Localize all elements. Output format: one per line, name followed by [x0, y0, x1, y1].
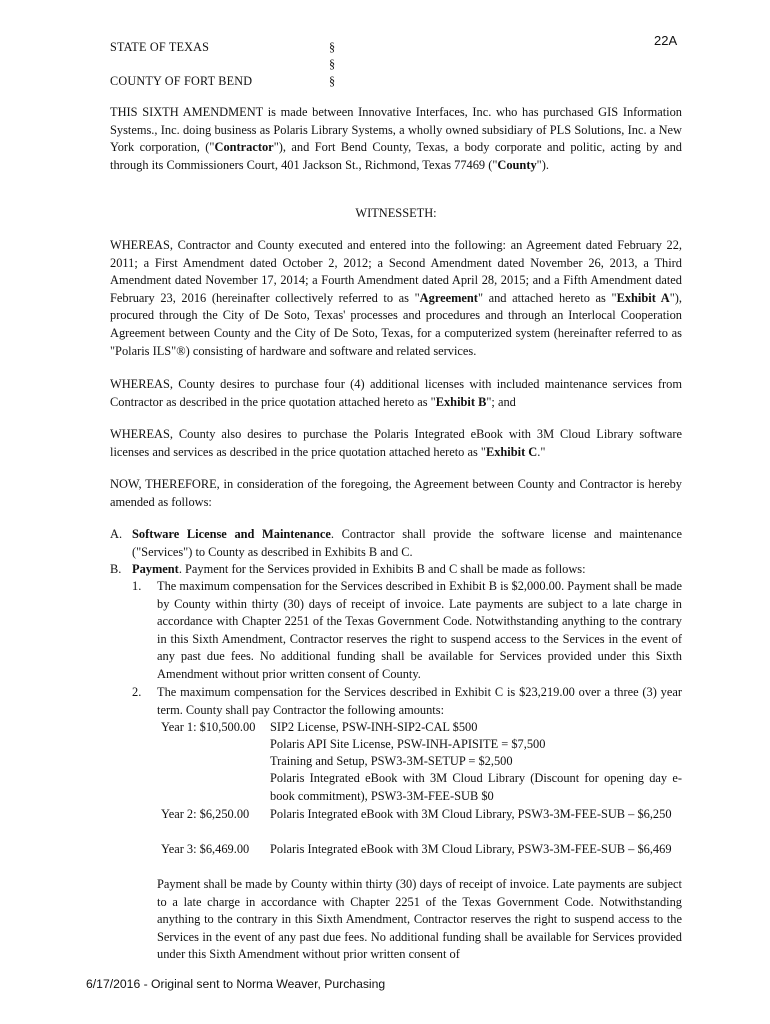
year-2-line: Polaris Integrated eBook with 3M Cloud Library, PSW3-3M-FEE-SUB – $6,250: [270, 807, 672, 821]
page-number: 22A: [654, 33, 678, 48]
section-b-title: Payment: [132, 562, 179, 576]
year-2-label: Year 2: $6,250.00: [161, 807, 250, 821]
item-1-label: 1.: [132, 579, 142, 593]
caption-county: COUNTY OF FORT BEND: [110, 74, 253, 88]
section-a-title: Software License and Maintenance: [132, 527, 331, 541]
intro-paragraph: THIS SIXTH AMENDMENT is made between Innovative Interfaces, Inc. who has purchased GIS Information Systems., Inc. doing business as Polaris Library Systems, a wholly owned subsidiary of PLS Solutions, Inc. a New York corporation, ("Contractor"), and Fort Bend County, Texas, a body corporate and politic, acting by and through its Commissioners Court, 401 Jackson St., Richmond, Texas 77469 ("County").: [110, 105, 682, 172]
defined-term-exhibit-c: Exhibit C: [485, 444, 538, 459]
year-1-line: Polaris API Site License, PSW-INH-APISITE = $7,500: [270, 737, 546, 751]
year-1-line: SIP2 License, PSW-INH-SIP2-CAL $500: [270, 720, 478, 734]
footer-note: 6/17/2016 - Original sent to Norma Weaver, Purchasing: [86, 977, 386, 991]
item-2-text: The maximum compensation for the Services described in Exhibit C is $23,219.00 over a three (3) year term. County shall pay Contractor the following amounts:: [157, 685, 682, 717]
defined-term-contractor: Contractor: [214, 140, 274, 155]
year-1-label: Year 1: $10,500.00: [161, 720, 256, 734]
defined-term-exhibit-b: Exhibit B: [435, 394, 487, 409]
whereas-paragraph-2: WHEREAS, County desires to purchase four (4) additional licenses with included maintenance services from Contractor as described in the price quotation attached hereto as "Exhibit B"; and: [110, 377, 682, 409]
section-a-label: A.: [110, 527, 123, 541]
section-symbol: §: [329, 74, 336, 88]
section-b-text: Payment. Payment for the Services provided in Exhibits B and C shall be made as follows:: [132, 562, 586, 576]
year-3-label: Year 3: $6,469.00: [161, 842, 250, 856]
item-2-label: 2.: [132, 685, 142, 699]
whereas-paragraph-3: WHEREAS, County also desires to purchase the Polaris Integrated eBook with 3M Cloud Library software licenses and services as described in the price quotation attached hereto as "Exhibit C.": [110, 427, 682, 459]
now-therefore-paragraph: NOW, THEREFORE, in consideration of the foregoing, the Agreement between County and Contractor is hereby amended as follows:: [110, 477, 682, 509]
section-b-label: B.: [110, 562, 122, 576]
whereas-paragraph-1: WHEREAS, Contractor and County executed and entered into the following: an Agreement dated February 22, 2011; a First Amendment dated October 2, 2012; a Second Amendment dated November 26, 2013, a Third Amendment dated November 17, 2014; a Fourth Amendment dated April 28, 2015; and a Fifth Amendment dated February 23, 2016 (hereinafter collectively referred to as "Agreement" and attached hereto as "Exhibit A"), procured through the City of De Soto, Texas' processes and procedures and through an Interlocal Cooperation Agreement between County and the City of De Soto, Texas, for a computerized system (hereinafter referred to as "Polaris ILS"®) consisting of hardware and software and related services.: [110, 238, 682, 358]
caption-state: STATE OF TEXAS: [110, 40, 210, 54]
item-1-text: The maximum compensation for the Services described in Exhibit B is $2,000.00. Payment shall be made by County within thirty (30) days of receipt of invoice. Late payments are subject to a late charge in accordance with Chapter 2251 of the Texas Government Code. Notwithstanding anything to the contrary in this Sixth Amendment, Contractor reserves the right to suspend access to the Services in the event of any past due fees. No additional funding shall be available for Services provided under this Sixth Amendment without prior written consent of County.: [157, 579, 682, 681]
year-1-line: Training and Setup, PSW3-3M-SETUP = $2,500: [270, 754, 513, 768]
payment-closing-paragraph: Payment shall be made by County within thirty (30) days of receipt of invoice. Late payments are subject to a late charge in accordance with Chapter 2251 of the Texas Government Code. Notwithstanding anything to the contrary in this Sixth Amendment, Contractor reserves the right to suspend access to the Services in the event of any past due fees. No additional funding shall be available for Services provided under this Sixth Amendment without prior written consent of: [157, 877, 682, 962]
year-3-line: Polaris Integrated eBook with 3M Cloud Library, PSW3-3M-FEE-SUB – $6,469: [270, 842, 672, 856]
defined-term-agreement: Agreement: [419, 290, 478, 305]
year-1-line: Polaris Integrated eBook with 3M Cloud Library (Discount for opening day e-book commitment), PSW3-3M-FEE-SUB $0: [270, 771, 682, 803]
defined-term-exhibit-a: Exhibit A: [616, 290, 670, 305]
section-symbol: §: [329, 40, 336, 54]
section-a-text: Software License and Maintenance. Contractor shall provide the software license and maintenance ("Services") to County as described in Exhibits B and C.: [132, 527, 682, 559]
section-symbol: §: [329, 57, 336, 71]
defined-term-county: County: [497, 157, 537, 172]
witnesseth-heading: WITNESSETH:: [355, 206, 437, 220]
